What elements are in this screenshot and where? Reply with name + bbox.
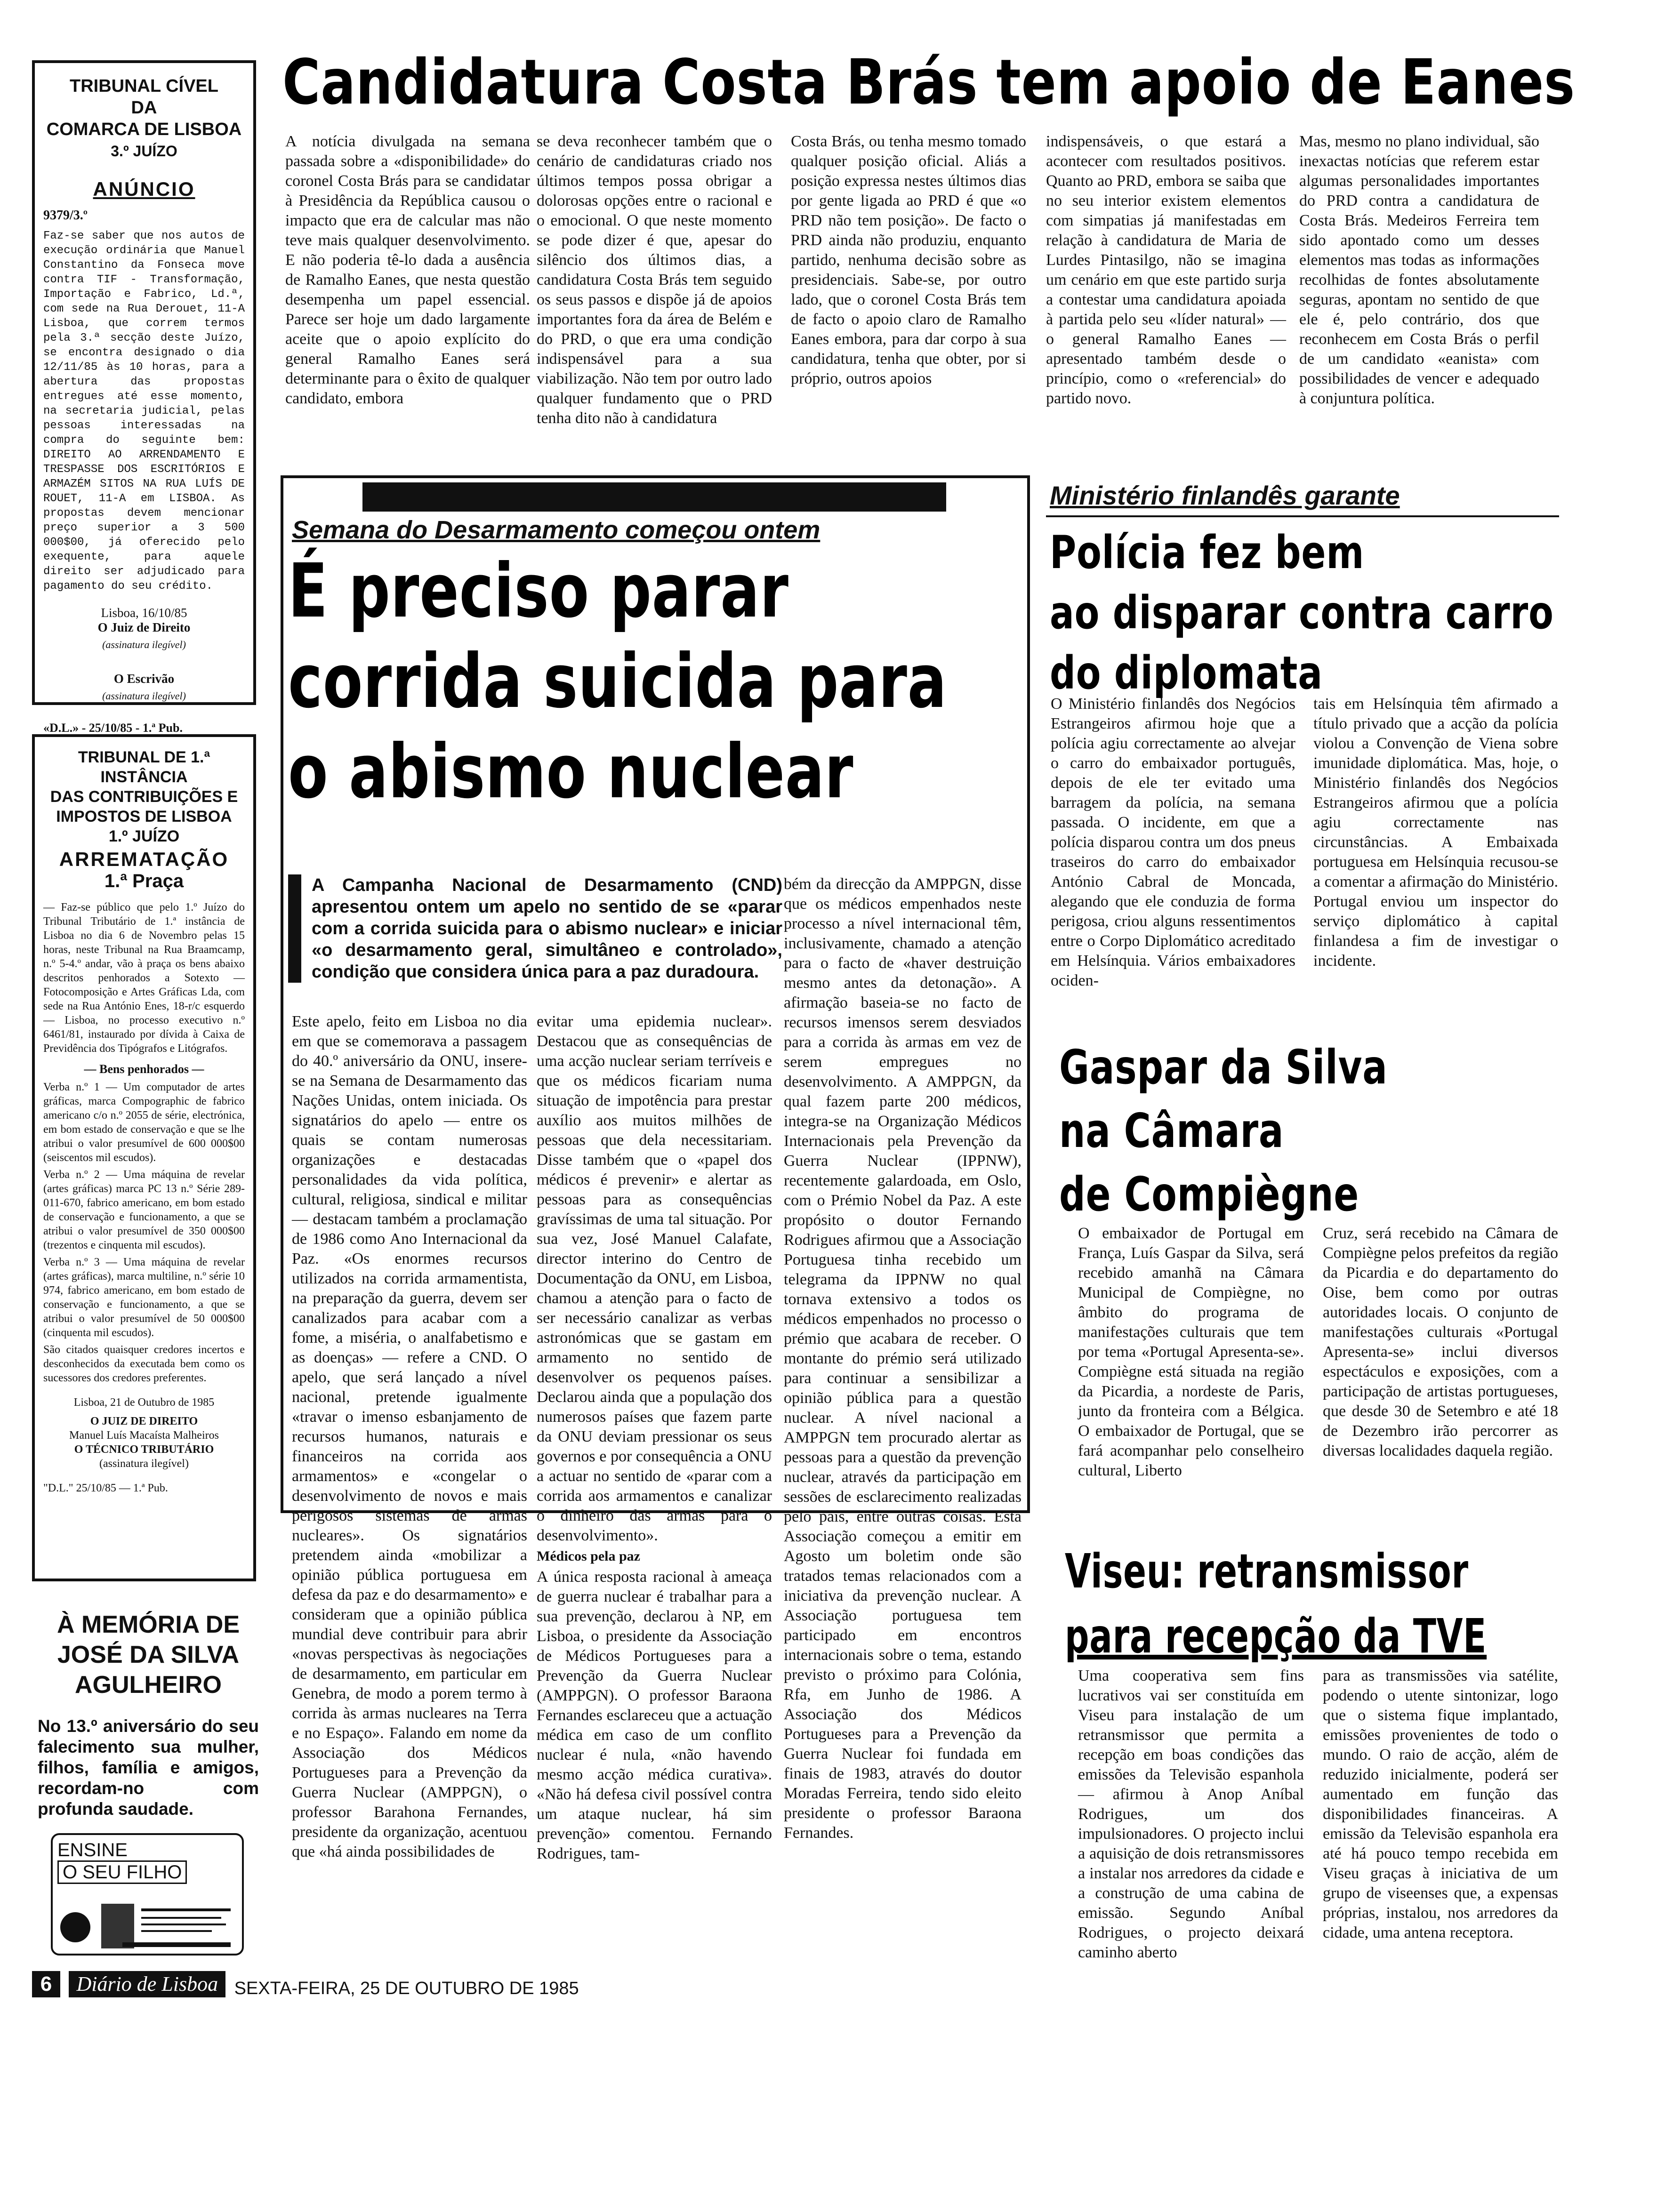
- notice-date: Lisboa, 16/10/85: [101, 606, 187, 620]
- ad-text: O SEU FILHO: [57, 1860, 187, 1884]
- judge-title: O Juiz de Direito: [97, 620, 191, 634]
- clerk-title: O Escrivão: [113, 672, 175, 686]
- police-headline: ao disparar contra carro: [1050, 586, 1554, 639]
- notice-type: ANÚNCIO: [93, 178, 195, 200]
- viseu-headline: para recepção da TVE: [1065, 1609, 1487, 1664]
- notice-title: IMPOSTOS DE LISBOA: [56, 808, 232, 825]
- disarmament-headline: o abismo nuclear: [288, 729, 854, 815]
- police-col1: O Ministério finlandês dos Negócios Estrangeiros afirmou hoje que a polícia agiu correctamente ao alvejar o carro do embaixador português, depois de ele ter evitado uma barragem da polícia, na semana passada. O incidente, em que a polícia disparou contra um dos pneus traseiros do carro do embaixador António Cabral de Moncada, alegando que ele conduzia de forma perigosa, criou alguns ressentimentos entre o Corpo Diplomático acreditado em Helsínquia. Vários embaixadores ociden-: [1051, 695, 1295, 989]
- disarmament-col3: bém da direcção da AMPPGN, disse que os médicos empenhados neste processo a nível internacional têm, inclusivamente, chamado a atenção para o facto de «haver destruição mesmo antes da detonação». A afirmação baseia-se no facto de recursos imensos serem desviados para a corrida às armas em vez de serem empregues no desenvolvimento. A AMPPGN, da qual fazem parte 200 médicos, integra-se na Organização Médicos Internacionais pela Prevenção da Guerra Nuclear (IPPNW), recentemente galardoada, em Oslo, com o Prémio Nobel da Paz. A este propósito o doutor Fernando Rodrigues afirmou que a Associação Portuguesa tinha recebido um telegrama da IPPNW no qual tornava extensivo a todos os médicos empenhados no processo o prémio que acabara de receber. O montante do prémio será utilizado para continuar a sensibilizar a opinião pública para a questão nuclear. A nível nacional a AMPPGN tem procurado alertar as pessoas para a questão da prevenção nuclear, através da participação em sessões de esclarecimento realizadas pelo país, entre outras coisas. Esta Associação começou a emitir em Agosto um boletim onde são tratados temas relacionados com a iniciativa da prevenção nuclear. A Associação portuguesa tem participado em encontros internacionais sobre o tema, estando previsto o próximo para Colónia, Rfa, em Junho de 1986. A Associação dos Médicos Portugueses para a Prevenção da Guerra Nuclear foi fundada em finais de 1983, através do doutor Moradas Ferreira, tendo sido eleito presidente o professor Baraona Fernandes.: [784, 875, 1022, 1842]
- notice-title: DA: [131, 98, 157, 118]
- gaspar-col2: Cruz, será recebido na Câmara de Compiègne pelos prefeitos da região da Picardia e do departamento do Oise, bem como por outras autoridades locais. O conjunto de manifestações culturais «Portugal Apresenta-se» inclui diversos espectáculos e exposições, com a participação de artistas portugueses, que desde 30 de Setembro e até 18 de Dezembro irão percorrer as diversas localidades daquela região.: [1323, 1225, 1558, 1459]
- viseu-headline: Viseu: retransmissor: [1065, 1544, 1469, 1599]
- gaspar-headline: de Compiègne: [1059, 1167, 1359, 1222]
- ad-text: ENSINE: [57, 1840, 128, 1860]
- notice-type: ARREMATAÇÃO: [59, 848, 229, 870]
- notice-footer: "D.L." 25/10/85 — 1.ª Pub.: [43, 1482, 168, 1494]
- notice-date: Lisboa, 21 de Outubro de 1985: [73, 1396, 215, 1409]
- main-headline: Candidatura Costa Brás tem apoio de Eanes: [282, 46, 1576, 119]
- black-bar: [362, 482, 946, 512]
- gaspar-headline: Gaspar da Silva: [1059, 1040, 1388, 1095]
- child-illustration-icon: [56, 1890, 240, 1951]
- page-footer: [32, 1971, 691, 1999]
- notice-title: 1.º JUÍZO: [108, 827, 180, 845]
- memorial-title: À MEMÓRIA DE: [56, 1611, 240, 1638]
- verba-item: Verba n.º 3 — Uma máquina de revelar (artes gráficas), marca multiline, n.º série 10 974, fabrico americano, em bom estado de conservação e funcionamento, a que se atribui o valor presumível de 50 000$00 (cinquenta mil escudos).: [43, 1256, 245, 1339]
- signature: (assinatura ilegível): [99, 1458, 189, 1470]
- notice-title: TRIBUNAL DE 1.ª INSTÂNCIA: [78, 748, 210, 786]
- notice-body: Faz-se saber que nos autos de execução ordinária que Manuel Constantino da Fonseca move contra TIF - Transformação, Importação e Fabrico, Ld.ª, com sede na Rua Derouet, 11-A Lisboa, que correm termos pela 3.ª secção deste Juízo, se encontra designado o dia 12/11/85 às 10 horas, para a abertura das propostas entregues até esse momento, na secretaria judicial, pelas pessoas interessadas na compra do seguinte bem: DIREITO AO ARRENDAMENTO E TRESPASSE DOS ESCRITÓRIOS E ARMAZÉM SITOS NA RUA LUÍS DE ROUET, 11-A em LISBOA. As propostas devem mencionar preço superior a 3 500 000$00, já oferecido pelo exequente, para aquele direito ser adjudicado para pagamento do seu crédito.: [43, 230, 245, 593]
- tribunal-contribuicoes-notice: [32, 734, 256, 1581]
- memorial-title: JOSÉ DA SILVA: [57, 1641, 240, 1668]
- disarmament-lead: A Campanha Nacional de Desarmamento (CND) apresentou ontem um apelo no sentido de se «parar com a corrida suicida para o abismo nuclear» e iniciar «o desarmamento geral, simultâneo e controlado», condição que considera única para a paz duradoura.: [288, 874, 782, 983]
- notice-ref: 9379/3.º: [43, 208, 88, 223]
- gaspar-col1: O embaixador de Portugal em França, Luís Gaspar da Silva, será recebido amanhã na Câmara Municipal de Compiègne, no âmbito do programa de manifestações culturais que tem por tema «Portugal Apresenta-se». Compiègne está situada na região da Picardia, a nordeste de Paris, junto da fronteira com a Bélgica. O embaixador de Portugal, que se fará acompanhar pelo conselheiro cultural, Liberto: [1078, 1225, 1304, 1479]
- main-story-col2: se deva reconhecer também que o cenário de candidaturas criado nos últimos tempos possa obrigar a dolorosas opções entre o racional e o emocional. O que neste momento se pode dizer é que, apesar do silêncio dos últimos dias, a candidatura Costa Brás tem seguido os seus passos e dispõe já de apoios importantes fora da área de Belém e do PRD, o que era uma condição indispensável para a sua viabilização. Não tem por outro lado qualquer fundamento que o PRD tenha dito não à candidatura: [537, 133, 772, 427]
- memorial-title: AGULHEIRO: [75, 1671, 222, 1699]
- judge-title: O JUIZ DE DIREITO: [90, 1415, 198, 1427]
- viseu-col1: Uma cooperativa sem fins lucrativos vai ser constituída em Viseu para instalação de um retransmissor que permita a recepção em boas condições das emissões da Televisão espanhola — afirmou à Anop Aníbal Rodrigues, um dos impulsionadores. O projecto inclui a aquisição de dois retransmissores a instalar nos arredores da cidade e a construção de uma cabina de emissão. Segundo Aníbal Rodrigues, o projecto deixará caminho aberto: [1078, 1667, 1304, 1961]
- memorial-notice: [38, 1610, 259, 1819]
- signature: (assinatura ilegível): [102, 690, 186, 702]
- tribunal-civel-notice: [32, 60, 256, 735]
- gaspar-headline: na Câmara: [1059, 1103, 1284, 1158]
- disarmament-col2: evitar uma epidemia nuclear». Destacou que as consequências de uma acção nuclear seriam terríveis e que os médicos ficariam numa situação de impotência para prestar auxílio aos muitos milhões de pessoas que dela necessitariam. Disse também que o «papel dos médicos é prevenir» e alertar as pessoas para as consequências gravíssimas de uma tal situação. Por sua vez, José Manuel Calafate, director interino do Centro de Documentação da ONU, em Lisboa, chamou a atenção para o facto de ser necessário canalizar as verbas astronómicas que se gastam em armamento no sentido de desenvolver os pequenos países. Declarou ainda que a população dos numerosos países que fazem parte da ONU deviam pressionar os seus governos e por consequência a ONU a actuar no sentido de «parar com a corrida aos armamentos e canalizar o dinheiro das armas para o desenvolvimento».: [537, 1013, 772, 1544]
- main-story-col3: Costa Brás, ou tenha mesmo tomado qualquer posição oficial. Aliás a posição expressa nestes últimos dias por gente ligada ao PRD é que «o PRD não tem posição». De facto o PRD ainda não produziu, enquanto partido, nenhuma decisão sobre as presidenciais. Sabe-se, por outro lado, que o coronel Costa Brás tem de facto o apoio claro de Ramalho Eanes embora, para dar corpo à sua candidatura, tenha que obter, por si próprio, outros apoios: [791, 133, 1026, 387]
- notice-title: COMARCA DE LISBOA: [46, 120, 242, 139]
- verba-item: Verba n.º 2 — Uma máquina de revelar (artes gráficas) marca PC 13 n.º Série 289-011-670, fabrico americano, em bom estado de conservação e funcionamento, a que se atribui o valor presumível de 350 000$00 (trezentos e cinquenta mil escudos).: [43, 1169, 245, 1251]
- tech-title: O TÉCNICO TRIBUTÁRIO: [74, 1443, 214, 1456]
- viseu-col2: para as transmissões via satélite, podendo o utente sintonizar, logo que o sistema fique implantado, emissões provenientes de todo o mundo. O raio de acção, além de reduzido inicialmente, poderá ser aumentado em função das disponibilidades financeiras. A emissão da Televisão espanhola era até há pouco tempo recebida em Viseu graças à iniciativa de um grupo de viseenses que, a expensas próprias, instalou, nos arredores da cidade, uma antena receptora.: [1323, 1667, 1558, 1941]
- ensine-ad: [51, 1833, 244, 1956]
- disarmament-subhead: Médicos pela paz: [537, 1548, 640, 1564]
- footer-date: SEXTA-FEIRA, 25 DE OUTUBRO DE 1985: [234, 1979, 579, 1999]
- police-col2: tais em Helsínquia têm afirmado a título privado que a acção da polícia violou a Convenção de Viena sobre imunidade diplomática. Mas, hoje, o Ministério finlandês dos Negócios Estrangeiros afirmou que a polícia agiu correctamente nas circunstâncias. A Embaixada portuguesa em Helsínquia recusou-se a comentar a afirmação do Ministério. Portugal enviou um inspector do serviço diplomático à capital finlandesa a fim de investigar o incidente.: [1313, 695, 1558, 970]
- memorial-body: No 13.º aniversário do seu falecimento sua mulher, filhos, família e amigos, recordam-no com profunda saudade.: [38, 1716, 259, 1819]
- police-kicker: Ministério finlandês garante: [1050, 481, 1400, 510]
- verba-item: Verba n.º 1 — Um computador de artes gráficas, marca Compographic de fabrico americano c/o n.º 2055 de série, electrónica, em bom estado de conservação e que se lhe atribui o valor presumível de 600 000$00 (seiscentos mil escudos).: [43, 1081, 245, 1164]
- main-story-col1: A notícia divulgada na semana passada sobre a «disponibilidade» do coronel Costa Brás para se candidatar à Presidência da República causou o impacto que era de calcular mas não teve mais qualquer desenvolvimento. E não poderia tê-lo dada a ausência de Ramalho Eanes, que nesta questão desempenha um papel essencial. Parece ser hoje um dado largamente aceite que o apoio explícito do general Ramalho Eanes será determinante para o êxito de qualquer candidato, embora: [285, 133, 530, 407]
- police-headline: do diplomata: [1050, 647, 1323, 699]
- disarmament-headline: É preciso parar: [288, 548, 789, 634]
- notice-title: TRIBUNAL CÍVEL: [70, 76, 218, 96]
- divider: [1046, 515, 1559, 517]
- notice-title: 3.º JUÍZO: [111, 143, 177, 160]
- disarmament-col1: Este apelo, feito em Lisboa no dia em que se comemorava a passagem do 40.º aniversário da ONU, insere-se na Semana de Desarmamento das Nações Unidas, ontem iniciada. Os signatários do apelo — entre os quais se contam numerosas organizações e destacadas personalidades da vida política, cultural, religiosa, sindical e militar — destacam também a proclamação de 1986 como Ano Internacional da Paz. «Os enormes recursos utilizados na corrida armamentista, na preparação da guerra, devem ser canalizados para acabar com a fome, a miséria, o analfabetismo e as doenças» — refere a CND. O apelo, que será lançado a nível nacional, pretende igualmente «travar o imenso esbanjamento de recursos humanos, naturais e financeiros na corrida aos armamentos» e «congelar o desenvolvimento de novos e mais perigosos sistemas de armas nucleares». Os signatários pretendem ainda «mobilizar a opinião pública portuguesa em defesa da paz e do desarmamento» e consideram que a opinião pública mundial deve contribuir para abrir «novas perspectivas às negociações de desarmamento, em particular em Genebra, de modo a porem termo à corrida às armas nucleares na Terra e no Espaço». Falando em nome da Associação dos Médicos Portugueses para a Prevenção da Guerra Nuclear (AMPPGN), o professor Barahona Fernandes, presidente da organização, acentuou que «há ainda possibilidades de: [292, 1013, 527, 1860]
- disarmament-kicker: Semana do Desarmamento começou ontem: [292, 516, 820, 544]
- main-story-col4: indispensáveis, o que estará a acontecer com resultados positivos. Quanto ao PRD, embora se saiba que no seu interior existem elementos com simpatias já manifestadas em relação à candidatura de Maria de Lurdes Pintasilgo, não se imagina um cenário em que este partido surja a contestar uma candidatura apoiada à partida pelo seu «líder natural» — o general Ramalho Eanes — apresentado também desde o princípio, como o «referencial» do partido novo.: [1046, 133, 1286, 407]
- notice-citados: São citados quaisquer credores incertos e desconhecidos da executada bem como os sucessores dos credores preferentes.: [43, 1344, 245, 1384]
- notice-praca: 1.ª Praça: [104, 871, 184, 891]
- bens-title: — Bens penhorados —: [84, 1062, 204, 1076]
- page-number: 6: [32, 1971, 60, 1997]
- notice-footer: «D.L.» - 25/10/85 - 1.ª Pub.: [43, 721, 183, 735]
- notice-body: — Faz-se público que pelo 1.º Juízo do Tribunal Tributário de 1.ª instância de Lisboa no dia 6 de Novembro pelas 15 horas, neste Tribunal na Rua Braamcamp, n.º 5-4.º andar, vão à praça os bens abaixo descritos penhorados a Sotexto — Fotocomposição e Artes Gráficas Lda, com sede na Rua António Enes, 18-r/c esquerdo — Lisboa, no processo executivo n.º 6461/81, instaurado por dívida à Caixa de Previdência dos Tipógrafos e Litógrafos.: [43, 901, 245, 1055]
- disarmament-col2b: A única resposta racional à ameaça de guerra nuclear é trabalhar para a sua prevenção, declarou à NP, em Lisboa, o presidente da Associação de Médicos Portugueses para a Prevenção da Guerra Nuclear (AMPPGN). O professor Baraona Fernandes esclareceu que a actuação médica em caso de um conflito nuclear é nula, «não havendo mesmo acção médica curativa». «Não há defesa civil possível contra um ataque nuclear, há sim prevenção» comentou. Fernando Rodrigues, tam-: [537, 1568, 772, 1862]
- judge-name: Manuel Luís Macaísta Malheiros: [69, 1429, 219, 1442]
- masthead-logo: Diário de Lisboa: [69, 1971, 225, 1997]
- police-headline: Polícia fez bem: [1050, 526, 1365, 579]
- main-story-col5: Mas, mesmo no plano individual, são inexactas notícias que referem estar algumas personalidades importantes do PRD contra a candidatura de Costa Brás. Medeiros Ferreira tem sido apontado como um desses elementos mas todas as informações recolhidas de fontes absolutamente seguras, apontam no sentido de que ele é, pelo contrário, dos que reconhecem em Costa Brás o perfil de um candidato «eanista» com possibilidades de vencer e adequado à conjuntura política.: [1299, 133, 1539, 407]
- signature: (assinatura ilegível): [102, 639, 186, 650]
- disarmament-headline: corrida suicida para: [288, 638, 947, 725]
- notice-title: DAS CONTRIBUIÇÕES E: [50, 788, 238, 806]
